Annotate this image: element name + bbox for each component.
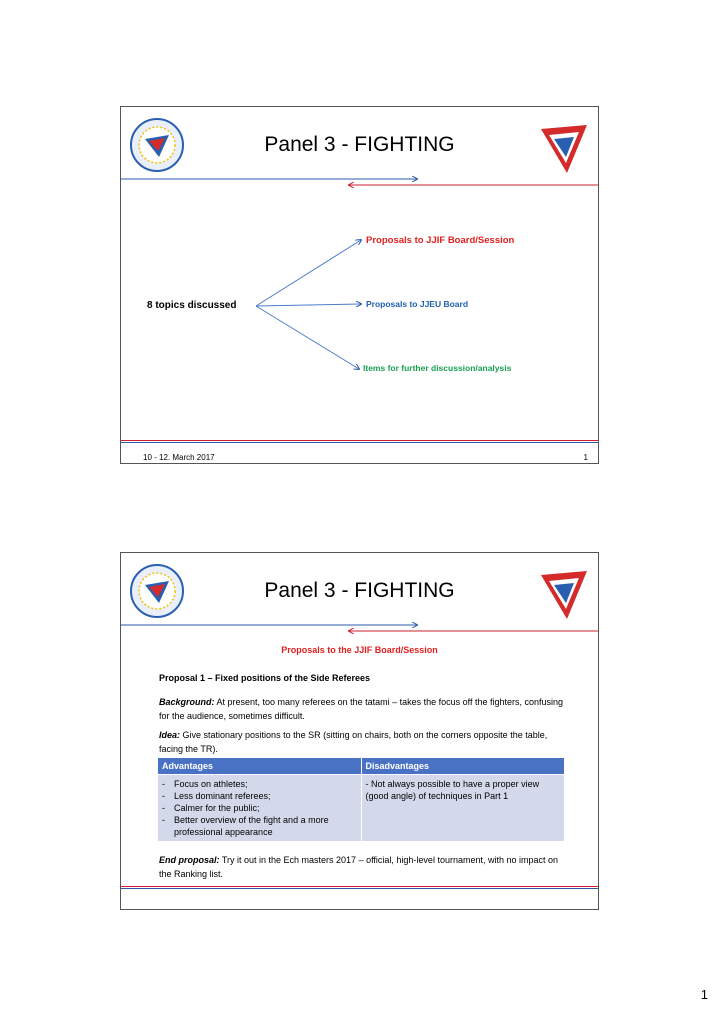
- end-proposal-text: Try it out in the Ech masters 2017 – official, high-level tournament, with no impact on the Ranking list.: [159, 855, 559, 879]
- background-paragraph: [159, 695, 569, 723]
- disadvantages-cell: - Not always possible to have a proper view (good angle) of techniques in Part 1: [361, 775, 565, 842]
- idea-paragraph: [159, 728, 569, 756]
- advantages-cell: [158, 775, 362, 842]
- background-label: Background:: [159, 697, 215, 707]
- footer-date: 10 - 12. March 2017: [143, 453, 215, 462]
- slide-subtitle: Proposals to the JJIF Board/Session: [281, 645, 438, 655]
- further-discussion-label: Items for further discussion/analysis: [363, 363, 512, 373]
- footer-divider-blue: [121, 442, 598, 443]
- footer-divider-blue: [121, 888, 598, 889]
- header-arrows-and-diagram: [121, 107, 600, 465]
- slide-title: Panel 3 - FIGHTING: [264, 133, 455, 156]
- advantages-table: [157, 757, 565, 842]
- list-item: - Less dominant referees;: [162, 791, 271, 801]
- table-header-disadvantages: Disadvantages: [361, 758, 565, 775]
- background-text: At present, too many referees on the tatami – takes the focus off the fighters, confusing for the audience, sometimes difficult.: [159, 697, 564, 721]
- idea-text: Give stationary positions to the SR (sitting on chairs, both on the corners opposite the table, facing the TR).: [159, 730, 548, 754]
- list-item: - Better overview of the fight and a more professional appearance: [162, 815, 329, 837]
- footer-page-number: 1: [583, 453, 588, 462]
- proposal-jjeu-label: Proposals to JJEU Board: [366, 299, 469, 309]
- page-number: 1: [700, 987, 708, 1002]
- end-proposal-label: End proposal:: [159, 855, 220, 865]
- slide-2: [120, 552, 599, 910]
- table-header-advantages: Advantages: [158, 758, 362, 775]
- end-proposal-paragraph: [159, 853, 569, 881]
- proposal-title: Proposal 1 – Fixed positions of the Side Referees: [159, 673, 371, 683]
- idea-label: Idea:: [159, 730, 181, 740]
- slide-1: [120, 106, 599, 464]
- list-item: - Focus on athletes;: [162, 779, 248, 789]
- proposal-jjif-label: Proposals to JJIF Board/Session: [366, 235, 515, 246]
- slide-title: Panel 3 - FIGHTING: [264, 579, 455, 602]
- footer-divider-red: [121, 886, 598, 887]
- list-item: - Calmer for the public;: [162, 803, 260, 813]
- topics-label: 8 topics discussed: [147, 300, 237, 311]
- footer-divider-red: [121, 440, 598, 441]
